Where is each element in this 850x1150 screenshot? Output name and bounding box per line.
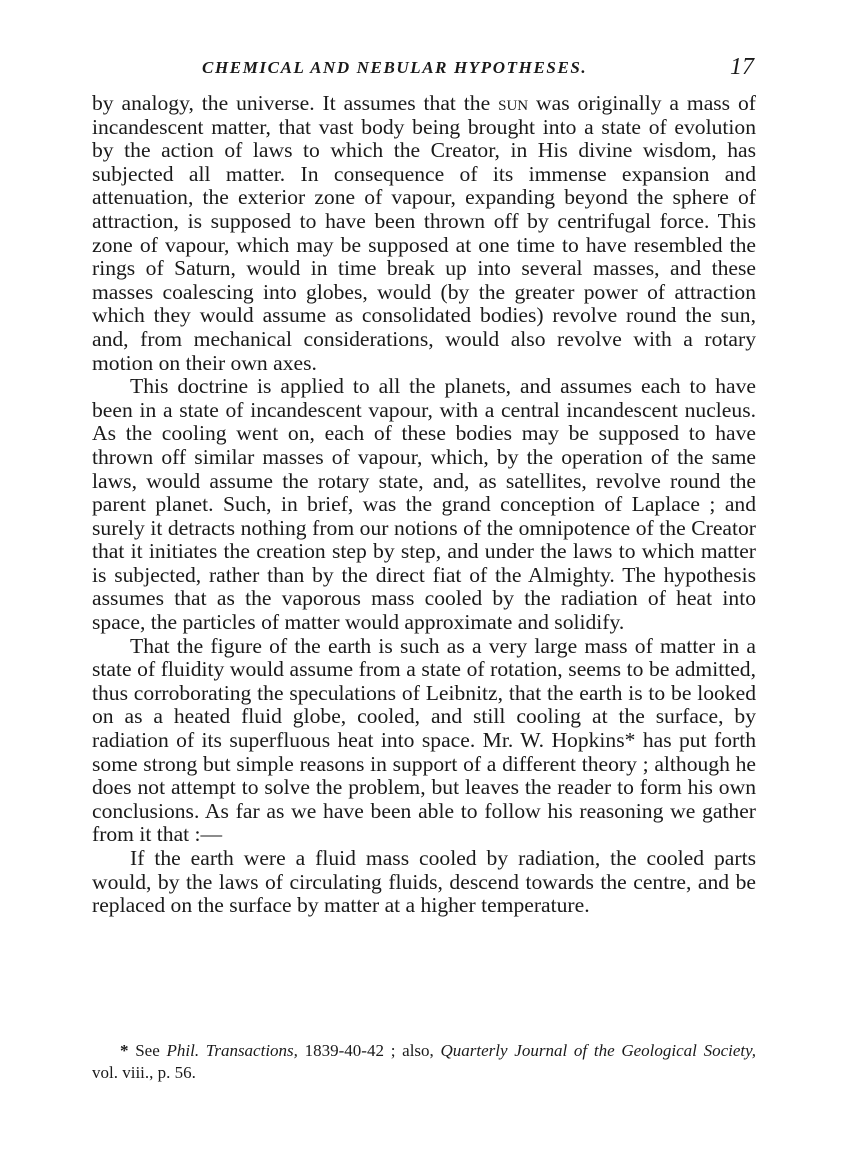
paragraph-2: This doctrine is applied to all the planets, and assumes each to have been in a state of incandescent vapour, with a central incandescent nucleus. As the cooling went on, each of these bodies may be supposed to have thrown off similar masses of vapour, which, by the operation of the same laws, would assume the rotary state, and, as satellites, revolve round the parent planet. Such, in brief, was the grand conception of Laplace ; and surely it detracts nothing from our notions of the omnipotence of the Creator that it initiates the creation step by step, and under the laws to which matter is subjected, rather than by the direct fiat of the Almighty. The hypothesis assumes that as the vaporous mass cooled by the radiation of heat into space, the particles of matter would approximate and solidify. [92, 374, 756, 635]
body-text [92, 92, 756, 918]
sun-small-caps: sun [498, 91, 529, 115]
footnote-journal: Quarterly Journal of the Geological Society, [440, 1041, 757, 1060]
paragraph-1 [92, 92, 756, 375]
paragraph-1-start: by analogy, the universe. It assumes that the [92, 91, 499, 115]
footnote [92, 1040, 756, 1084]
footnote-volume: vol. viii., p. 56. [92, 1063, 196, 1082]
footnote-marker: * [120, 1041, 129, 1060]
running-title: CHEMICAL AND NEBULAR HYPOTHESES. [202, 58, 588, 77]
footnote-phil-transactions: Phil. Transactions, [166, 1041, 298, 1060]
footnote-years: 1839-40-42 ; also, [297, 1041, 441, 1060]
running-head [92, 52, 756, 92]
paragraph-4: If the earth were a fluid mass cooled by radiation, the cooled parts would, by the laws of circulating fluids, descend towards the centre, and be replaced on the surface by matter at a higher temperature. [92, 846, 756, 918]
page-number: 17 [730, 54, 754, 80]
paragraph-1-rest: was originally a mass of incandescent matter, that vast body being brought into a state of evolution by the action of laws to which the Creator, in His divine wisdom, has subjected all matter. In consequence of its immense expansion and attenuation, the exterior zone of vapour, expanding beyond the sphere of attraction, is supposed to have been thrown off by centrifugal force. This zone of vapour, which may be supposed at one time to have resembled the rings of Saturn, would in time break up into several masses, and these masses coalescing into globes, would (by the greater power of attraction which they would assume as consolidated bodies) revolve round the sun, and, from mechanical considerations, would also revolve with a rotary motion on their own axes. [92, 91, 756, 375]
paragraph-3: That the figure of the earth is such as a very large mass of matter in a state of fluidity would assume from a state of rotation, seems to be admitted, thus corroborating the speculations of Leibnitz, that the earth is to be looked on as a heated fluid globe, cooled, and still cooling at the surface, by radiation of its superfluous heat into space. Mr. W. Hopkins* has put forth some strong but simple reasons in support of a different theory ; although he does not attempt to solve the problem, but leaves the reader to form his own conclusions. As far as we have been able to follow his reasoning we gather from it that :— [92, 633, 756, 847]
footnote-see: See [128, 1041, 167, 1060]
book-page [92, 52, 756, 1112]
